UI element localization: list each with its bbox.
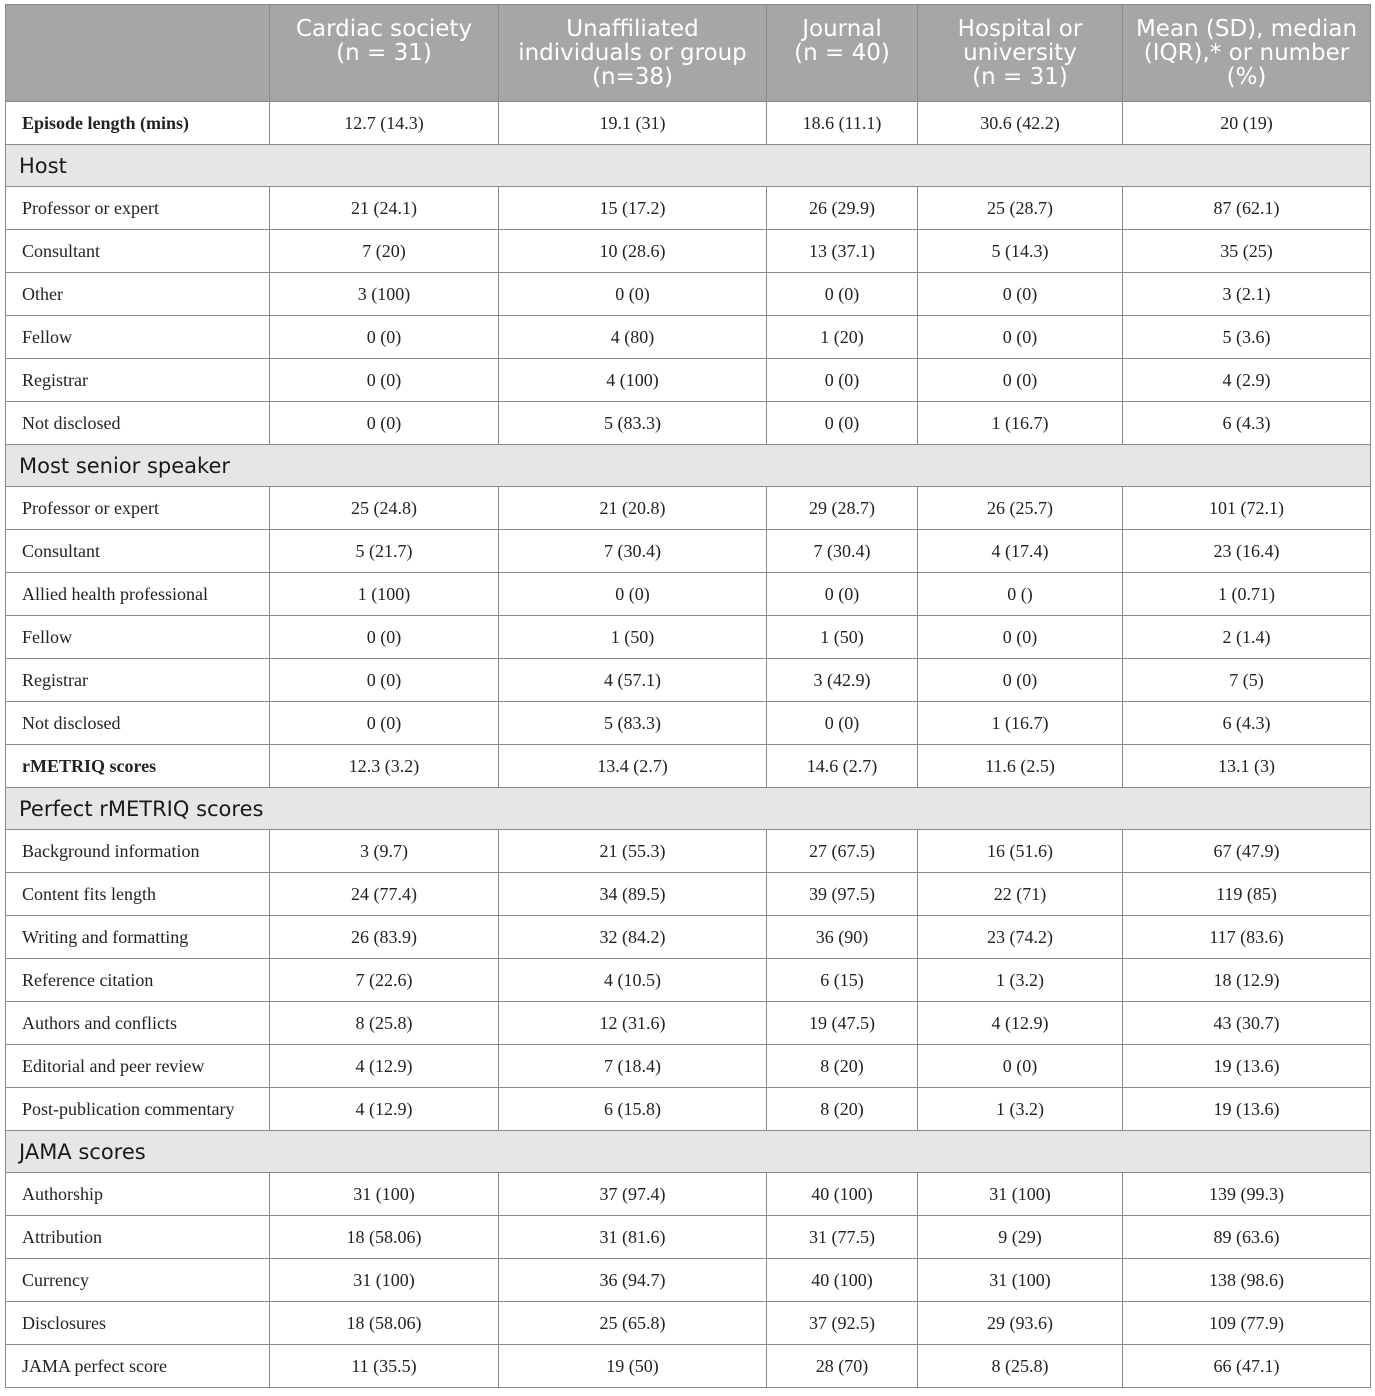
row-label: Fellow <box>6 616 270 659</box>
section-header-row <box>6 1131 1371 1173</box>
table-cell: 1 (50) <box>499 616 767 659</box>
section-label: Perfect rMETRIQ scores <box>6 788 1371 830</box>
section-label: Most senior speaker <box>6 445 1371 487</box>
table-cell: 66 (47.1) <box>1123 1345 1371 1388</box>
row-label: Registrar <box>6 659 270 702</box>
table-cell: 11.6 (2.5) <box>918 745 1123 788</box>
row-label: Fellow <box>6 316 270 359</box>
table-cell: 1 (3.2) <box>918 959 1123 1002</box>
table-cell: 5 (83.3) <box>499 702 767 745</box>
row-label: Allied health professional <box>6 573 270 616</box>
row-label: Authors and conflicts <box>6 1002 270 1045</box>
table-cell: 18 (12.9) <box>1123 959 1371 1002</box>
table-cell: 2 (1.4) <box>1123 616 1371 659</box>
table-cell: 0 (0) <box>270 616 499 659</box>
table-row <box>6 273 1371 316</box>
table-row <box>6 702 1371 745</box>
table-cell: 19.1 (31) <box>499 102 767 145</box>
table-cell: 19 (13.6) <box>1123 1088 1371 1131</box>
row-label: Writing and formatting <box>6 916 270 959</box>
table-cell: 5 (14.3) <box>918 230 1123 273</box>
table-cell: 7 (5) <box>1123 659 1371 702</box>
table-cell: 25 (65.8) <box>499 1302 767 1345</box>
table-cell: 117 (83.6) <box>1123 916 1371 959</box>
table-cell: 7 (22.6) <box>270 959 499 1002</box>
table-row <box>6 873 1371 916</box>
table-cell: 1 (0.71) <box>1123 573 1371 616</box>
row-label: Professor or expert <box>6 187 270 230</box>
table-cell: 0 (0) <box>270 316 499 359</box>
row-label: Other <box>6 273 270 316</box>
table-row <box>6 1345 1371 1388</box>
table-cell: 39 (97.5) <box>767 873 918 916</box>
table-cell: 37 (97.4) <box>499 1173 767 1216</box>
table-cell: 6 (4.3) <box>1123 702 1371 745</box>
table-cell: 21 (55.3) <box>499 830 767 873</box>
table-cell: 109 (77.9) <box>1123 1302 1371 1345</box>
table-cell: 11 (35.5) <box>270 1345 499 1388</box>
header-cardiac-society: Cardiac society (n = 31) <box>270 5 499 102</box>
table-cell: 4 (12.9) <box>270 1045 499 1088</box>
section-header-row <box>6 145 1371 187</box>
section-label: JAMA scores <box>6 1131 1371 1173</box>
table-cell: 1 (3.2) <box>918 1088 1123 1131</box>
table-cell: 13.1 (3) <box>1123 745 1371 788</box>
table-cell: 1 (50) <box>767 616 918 659</box>
table-cell: 30.6 (42.2) <box>918 102 1123 145</box>
table-row <box>6 959 1371 1002</box>
table-cell: 0 (0) <box>499 273 767 316</box>
header-row <box>6 5 1371 102</box>
table-cell: 0 (0) <box>767 573 918 616</box>
row-label: Registrar <box>6 359 270 402</box>
table-cell: 5 (83.3) <box>499 402 767 445</box>
table-cell: 24 (77.4) <box>270 873 499 916</box>
table-cell: 9 (29) <box>918 1216 1123 1259</box>
table-cell: 31 (77.5) <box>767 1216 918 1259</box>
table-cell: 37 (92.5) <box>767 1302 918 1345</box>
table-cell: 5 (21.7) <box>270 530 499 573</box>
row-label: Attribution <box>6 1216 270 1259</box>
row-label: Post-publication commentary <box>6 1088 270 1131</box>
table-cell: 23 (16.4) <box>1123 530 1371 573</box>
table-cell: 7 (18.4) <box>499 1045 767 1088</box>
table-header <box>6 5 1371 102</box>
table-row <box>6 1302 1371 1345</box>
table-cell: 21 (20.8) <box>499 487 767 530</box>
table-cell: 89 (63.6) <box>1123 1216 1371 1259</box>
table-cell: 22 (71) <box>918 873 1123 916</box>
table-row <box>6 745 1371 788</box>
table-cell: 1 (16.7) <box>918 702 1123 745</box>
table-cell: 1 (16.7) <box>918 402 1123 445</box>
table-row <box>6 1216 1371 1259</box>
table-row <box>6 830 1371 873</box>
table-cell: 139 (99.3) <box>1123 1173 1371 1216</box>
table-cell: 26 (25.7) <box>918 487 1123 530</box>
table-cell: 6 (4.3) <box>1123 402 1371 445</box>
table-cell: 0 (0) <box>918 273 1123 316</box>
table-cell: 32 (84.2) <box>499 916 767 959</box>
table-cell: 3 (2.1) <box>1123 273 1371 316</box>
table-row <box>6 402 1371 445</box>
table-cell: 34 (89.5) <box>499 873 767 916</box>
table-cell: 31 (81.6) <box>499 1216 767 1259</box>
header-hospital-university: Hospital or university (n = 31) <box>918 5 1123 102</box>
table-cell: 8 (20) <box>767 1045 918 1088</box>
table-cell: 0 (0) <box>918 359 1123 402</box>
row-label: Professor or expert <box>6 487 270 530</box>
table-row <box>6 359 1371 402</box>
table-cell: 87 (62.1) <box>1123 187 1371 230</box>
table-cell: 40 (100) <box>767 1259 918 1302</box>
table-cell: 18 (58.06) <box>270 1302 499 1345</box>
row-label: Editorial and peer review <box>6 1045 270 1088</box>
table-cell: 28 (70) <box>767 1345 918 1388</box>
header-journal: Journal (n = 40) <box>767 5 918 102</box>
table-cell: 138 (98.6) <box>1123 1259 1371 1302</box>
table-cell: 4 (100) <box>499 359 767 402</box>
table-cell: 26 (29.9) <box>767 187 918 230</box>
table-cell: 12.3 (3.2) <box>270 745 499 788</box>
table-row <box>6 530 1371 573</box>
table-cell: 0 (0) <box>270 659 499 702</box>
row-label: Not disclosed <box>6 702 270 745</box>
row-label: Episode length (mins) <box>6 102 270 145</box>
table-cell: 19 (13.6) <box>1123 1045 1371 1088</box>
row-label: Consultant <box>6 530 270 573</box>
table-cell: 0 () <box>918 573 1123 616</box>
table-cell: 0 (0) <box>767 702 918 745</box>
table-cell: 31 (100) <box>918 1173 1123 1216</box>
table-cell: 43 (30.7) <box>1123 1002 1371 1045</box>
table-cell: 18.6 (11.1) <box>767 102 918 145</box>
table-cell: 4 (2.9) <box>1123 359 1371 402</box>
table-cell: 31 (100) <box>918 1259 1123 1302</box>
table-cell: 0 (0) <box>918 316 1123 359</box>
table-cell: 0 (0) <box>270 702 499 745</box>
table-cell: 21 (24.1) <box>270 187 499 230</box>
table-cell: 35 (25) <box>1123 230 1371 273</box>
table-cell: 15 (17.2) <box>499 187 767 230</box>
table-row <box>6 573 1371 616</box>
table-cell: 40 (100) <box>767 1173 918 1216</box>
table-cell: 8 (25.8) <box>270 1002 499 1045</box>
table-cell: 31 (100) <box>270 1173 499 1216</box>
table-cell: 0 (0) <box>918 616 1123 659</box>
table-cell: 7 (20) <box>270 230 499 273</box>
table-row <box>6 187 1371 230</box>
table-cell: 1 (100) <box>270 573 499 616</box>
table-cell: 10 (28.6) <box>499 230 767 273</box>
row-label: Disclosures <box>6 1302 270 1345</box>
table-cell: 1 (20) <box>767 316 918 359</box>
table-body <box>6 102 1371 1388</box>
table-cell: 4 (80) <box>499 316 767 359</box>
row-label: Background information <box>6 830 270 873</box>
table-cell: 12 (31.6) <box>499 1002 767 1045</box>
table-row <box>6 916 1371 959</box>
table-cell: 0 (0) <box>918 1045 1123 1088</box>
table-cell: 3 (100) <box>270 273 499 316</box>
table-cell: 8 (25.8) <box>918 1345 1123 1388</box>
table-row <box>6 102 1371 145</box>
table-cell: 25 (24.8) <box>270 487 499 530</box>
row-label: Content fits length <box>6 873 270 916</box>
header-cell-blank <box>6 5 270 102</box>
row-label: JAMA perfect score <box>6 1345 270 1388</box>
row-label: Reference citation <box>6 959 270 1002</box>
row-label: Consultant <box>6 230 270 273</box>
table-row <box>6 230 1371 273</box>
table-cell: 14.6 (2.7) <box>767 745 918 788</box>
table-cell: 7 (30.4) <box>767 530 918 573</box>
table-cell: 18 (58.06) <box>270 1216 499 1259</box>
table-cell: 26 (83.9) <box>270 916 499 959</box>
table-cell: 16 (51.6) <box>918 830 1123 873</box>
table-cell: 4 (57.1) <box>499 659 767 702</box>
row-label: Not disclosed <box>6 402 270 445</box>
header-summary-stat: Mean (SD), median (IQR),* or number (%) <box>1123 5 1371 102</box>
table-cell: 19 (50) <box>499 1345 767 1388</box>
table-cell: 25 (28.7) <box>918 187 1123 230</box>
table-cell: 13.4 (2.7) <box>499 745 767 788</box>
table-cell: 6 (15) <box>767 959 918 1002</box>
table-row <box>6 659 1371 702</box>
row-label: Currency <box>6 1259 270 1302</box>
row-label: rMETRIQ scores <box>6 745 270 788</box>
table-cell: 8 (20) <box>767 1088 918 1131</box>
table-cell: 12.7 (14.3) <box>270 102 499 145</box>
table-cell: 6 (15.8) <box>499 1088 767 1131</box>
table-row <box>6 616 1371 659</box>
header-unaffiliated: Unaffiliated individuals or group (n=38) <box>499 5 767 102</box>
table-cell: 0 (0) <box>767 359 918 402</box>
table-cell: 0 (0) <box>767 273 918 316</box>
table-cell: 31 (100) <box>270 1259 499 1302</box>
table-cell: 36 (90) <box>767 916 918 959</box>
table-cell: 27 (67.5) <box>767 830 918 873</box>
table-cell: 23 (74.2) <box>918 916 1123 959</box>
table-row <box>6 1259 1371 1302</box>
table-cell: 36 (94.7) <box>499 1259 767 1302</box>
row-label: Authorship <box>6 1173 270 1216</box>
table-cell: 3 (42.9) <box>767 659 918 702</box>
table-row <box>6 487 1371 530</box>
section-header-row <box>6 445 1371 487</box>
table-row <box>6 316 1371 359</box>
table-cell: 4 (12.9) <box>918 1002 1123 1045</box>
table-cell: 0 (0) <box>270 402 499 445</box>
table-cell: 0 (0) <box>767 402 918 445</box>
table-cell: 3 (9.7) <box>270 830 499 873</box>
table-row <box>6 1173 1371 1216</box>
table-cell: 0 (0) <box>499 573 767 616</box>
table-row <box>6 1088 1371 1131</box>
table-cell: 4 (12.9) <box>270 1088 499 1131</box>
table-cell: 7 (30.4) <box>499 530 767 573</box>
table-cell: 4 (10.5) <box>499 959 767 1002</box>
table-row <box>6 1045 1371 1088</box>
section-header-row <box>6 788 1371 830</box>
table-cell: 0 (0) <box>270 359 499 402</box>
table-cell: 4 (17.4) <box>918 530 1123 573</box>
table-cell: 29 (93.6) <box>918 1302 1123 1345</box>
table-cell: 19 (47.5) <box>767 1002 918 1045</box>
table-cell: 119 (85) <box>1123 873 1371 916</box>
table-cell: 5 (3.6) <box>1123 316 1371 359</box>
table-row <box>6 1002 1371 1045</box>
section-label: Host <box>6 145 1371 187</box>
table-cell: 13 (37.1) <box>767 230 918 273</box>
table-cell: 101 (72.1) <box>1123 487 1371 530</box>
table-cell: 67 (47.9) <box>1123 830 1371 873</box>
data-table <box>5 4 1371 1388</box>
table-cell: 0 (0) <box>918 659 1123 702</box>
table-cell: 29 (28.7) <box>767 487 918 530</box>
table-cell: 20 (19) <box>1123 102 1371 145</box>
